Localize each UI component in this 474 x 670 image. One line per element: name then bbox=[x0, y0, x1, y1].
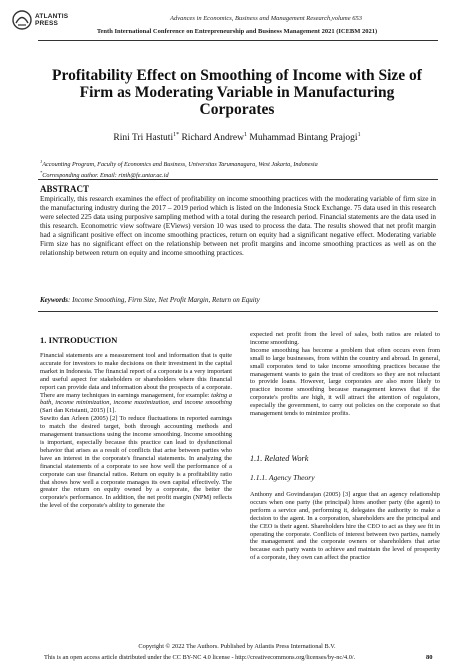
abstract-body: Empirically, this research examines the effect of profitability on income smoothing practices with the moderating variable of firm size in the manufacturing industry during the 2017 – 2019 period which is listed on the Indonesia Stock Exchange. 75 data used in this research were selected 225 data using purposive sampling method with a total during the research period. Financial statements are the data used in this research. Econometric view software (EViews) version 10 was used to process the data. The results showed that net profit margin had a significant positive effect on income smoothing practices, return on equity had a significant negative effect. Moderating variable Firm size has no significant effect on the relationship between net profit margins and income smoothing practices as well as on the relationship between return on equity and income smoothing practices. bbox=[40, 195, 436, 257]
intro-paragraph-citation: (Sari dan Kristanti, 2015) [1]. bbox=[40, 407, 116, 415]
header-divider bbox=[38, 40, 438, 41]
affiliation bbox=[40, 158, 318, 169]
abstract-heading: ABSTRACT bbox=[40, 184, 90, 194]
left-column bbox=[40, 352, 232, 510]
footer-copyright: Copyright © 2022 The Authors. Published by Atlantis Press International B.V. bbox=[138, 643, 336, 650]
introduction-heading: 1. INTRODUCTION bbox=[40, 335, 118, 345]
logo-line1: ATLANTIS bbox=[35, 13, 69, 20]
affiliation-superscript: 1 bbox=[40, 159, 43, 164]
author-superscript: 1* bbox=[173, 132, 180, 138]
author-name: Richard Andrew bbox=[181, 133, 244, 144]
journal-name: Advances in Economics, Business and Management Research,volume 653 bbox=[170, 15, 363, 22]
intro-paragraph bbox=[40, 352, 232, 415]
intro-paragraph-text: Financial statements are a measurement tool and information that is quite accurate for investors to make decisions on their investment in the capital market in Indonesia. The financial report of a corporate is a very important and useful aspect for stakeholders or shareholders where this financial report can provide data and information about the prospects of a corporate. There are many techniques in earnings management, for example: bbox=[40, 352, 232, 399]
title-line3: Corporates bbox=[199, 101, 275, 118]
corresponding-author bbox=[40, 169, 318, 180]
logo-text bbox=[35, 13, 68, 27]
keywords-label: Keywords bbox=[40, 296, 68, 304]
agency-theory-heading: 1.1.1. Agency Theory bbox=[250, 473, 315, 482]
related-work-text bbox=[250, 491, 440, 562]
related-paragraph: Anthony and Govindarajan (2005) [3] argue that an agency relationship occurs when one party (the principal) hires another party (the agent) to perform a service and, performing it, delegates the authority to make a decision to the agent. In a corporation, shareholders are the principal and the CEO is their agent. Shareholders hire the CEO to act as they see fit in operating the corporate. Conflicts of interest between two parties, namely the management and the corporate owners or shareholders that arise because each party wants to achieve and maintain the level of prosperity of a corporate, they own can affect the practice bbox=[250, 491, 440, 562]
affiliations bbox=[40, 158, 318, 179]
intro-paragraph: Income smoothing has become a problem that often occurs even from small to large businesses, from within the country and abroad. In general, small corporates tend to take income smoothing practices because the management wants to gain the trust of creditors so they are not reluctant to provide loans. However, large corporates are also more likely to practice income smoothing because management knows that if the corporate's profits are high, it will attract the attention of regulators, especially the government, to carry out policies on the corporate so that management tends to minimize profits. bbox=[250, 346, 440, 418]
author-superscript: 1 bbox=[357, 132, 361, 138]
corresponding-author-text: Corresponding author. Email: rinih@fe.untar.ac.id bbox=[42, 171, 169, 179]
author-name: Muhammad Bintang Prajogi bbox=[249, 133, 358, 144]
intro-paragraph-italic: taking a bath, income minimization, income maximization, and income smoothing bbox=[40, 391, 232, 407]
title-line1: Profitability Effect on Smoothing of Income with Size of bbox=[52, 67, 422, 84]
conference-name: Tenth International Conference on Entrepreneurship and Business Management 2021 (ICEBM 2021) bbox=[96, 28, 378, 35]
intro-paragraph: Suwito dan Arleen (2005) [2] To reduce fluctuations in reported earnings to match the desired target, both through accounting methods and management transactions using the income smoothing. Income smoothing is important, especially because this practice can lead to dysfunctional behavior that arises as a result of conflicts that arise between parties who have an interest in the corporate's financial statements. In analyzing the financial statements of a corporate to see how well the performance of a corporate can use financial ratios. Return on equity is a profitability ratio that shows how well a corporate manages its own capital effectively. The greater the return on equity owned by a corporate, the better the corporate's performance. In addition, the net profit margin (NPM) reflects the level of the corporate's ability to generate the bbox=[40, 415, 232, 510]
intro-paragraph: expected net profit from the level of sales, both ratios are related to income smoothing. bbox=[250, 331, 440, 346]
right-column bbox=[250, 331, 440, 418]
abstract-top-divider bbox=[38, 179, 438, 180]
publisher-logo bbox=[12, 10, 68, 30]
atlantis-press-logo-icon bbox=[12, 10, 32, 30]
logo-line2: PRESS bbox=[35, 20, 59, 27]
related-work-heading: 1.1. Related Work bbox=[250, 454, 309, 463]
author-name: Rini Tri Hastuti bbox=[113, 133, 174, 144]
paper-title bbox=[36, 67, 438, 118]
footer-license bbox=[44, 654, 355, 661]
license-text: This is an open access article distributed under the CC BY-NC 4.0 license - bbox=[44, 654, 234, 661]
author-superscript: 1 bbox=[244, 132, 247, 138]
keywords bbox=[40, 296, 436, 304]
keywords-divider bbox=[38, 311, 438, 312]
affiliation-superscript: * bbox=[40, 169, 43, 175]
license-link[interactable]: http://creativecommons.org/licenses/by-nc/4.0/. bbox=[235, 654, 356, 661]
affiliation-text: Accounting Program, Faculty of Economics and Business, Universitas Tarumanagara, West Jakarta, Indonesia bbox=[42, 161, 318, 169]
keywords-text: : Income Smoothing, Firm Size, Net Profit Margin, Return on Equity bbox=[68, 296, 260, 304]
title-line2: Firm as Moderating Variable in Manufacturing bbox=[79, 84, 395, 101]
author-list bbox=[0, 132, 474, 143]
page-number: 80 bbox=[426, 654, 433, 661]
